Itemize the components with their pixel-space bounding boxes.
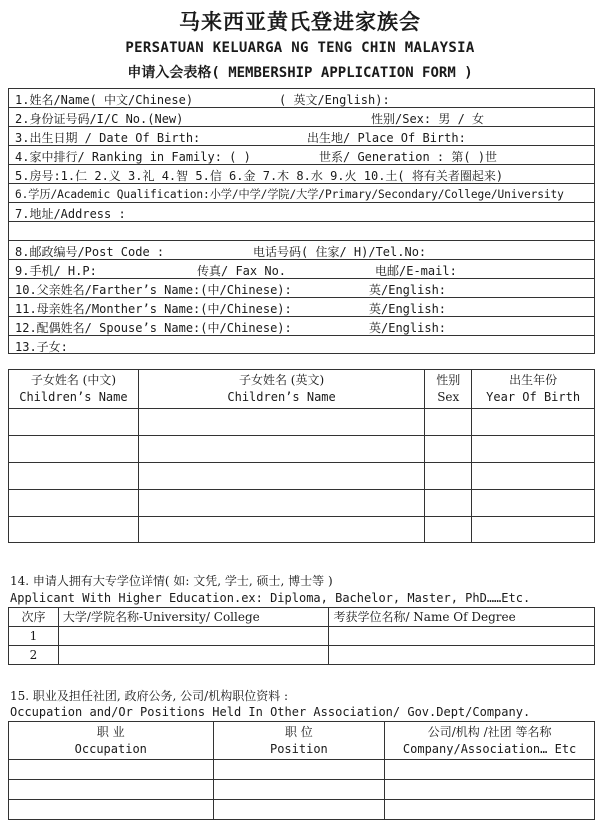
father-row[interactable] bbox=[9, 279, 594, 298]
company-header: 公司/机构 /社团 等名称 Company/Association… Etc bbox=[385, 722, 595, 760]
house-row[interactable] bbox=[9, 165, 594, 184]
telephone-label: 电话号码( 住家/ H)/Tel.No: bbox=[253, 245, 427, 259]
generation-label: 世系/ Generation : 第( )世 bbox=[319, 150, 498, 164]
occupation-heading-chinese: 15. 职业及担任社团, 政府公务, 公司/机构职位资料 : bbox=[10, 689, 289, 703]
address-row-1[interactable] bbox=[9, 203, 594, 222]
mother-english-label: 英/English: bbox=[369, 302, 447, 316]
children-header-row bbox=[9, 370, 595, 409]
degree-header: 考获学位名称/ Name Of Degree bbox=[329, 608, 595, 627]
position-header: 职 位 Position bbox=[213, 722, 385, 760]
education-table bbox=[8, 607, 595, 665]
sex-label: 性别/Sex: 男 / 女 bbox=[371, 112, 485, 126]
postcode-label: 8.邮政编号/Post Code : bbox=[15, 245, 165, 259]
education-row[interactable] bbox=[9, 646, 595, 665]
father-english-label: 英/English: bbox=[369, 283, 447, 297]
occupation-row[interactable] bbox=[9, 760, 595, 780]
occupation-row[interactable] bbox=[9, 780, 595, 800]
spouse-row[interactable] bbox=[9, 317, 594, 336]
children-name-english-header: 子女姓名 (英文) Children’s Name bbox=[138, 370, 424, 409]
form-title-application: 申请入会表格( MEMBERSHIP APPLICATION FORM ) bbox=[127, 65, 473, 81]
email-label: 电邮/E-mail: bbox=[375, 264, 457, 278]
education-heading-english: Applicant With Higher Education.ex: Diploma, Bachelor, Master, PhD……Etc. bbox=[10, 591, 531, 605]
address-label: 7.地址/Address : bbox=[15, 207, 126, 221]
contact-row[interactable] bbox=[9, 260, 594, 279]
mobile-label: 9.手机/ H.P: bbox=[15, 264, 97, 278]
children-row[interactable] bbox=[9, 436, 595, 463]
occupation-header-row bbox=[9, 722, 595, 760]
occupation-header: 职 业 Occupation bbox=[9, 722, 214, 760]
occupation-table bbox=[8, 721, 595, 820]
mother-name-label: 11.母亲姓名/Monther’s Name:(中/Chinese): bbox=[15, 302, 292, 316]
children-row[interactable] bbox=[9, 409, 595, 436]
education-row-number: 1 bbox=[9, 627, 59, 646]
name-label-chinese: 1.姓名/Name( 中文/Chinese) bbox=[15, 93, 194, 107]
children-heading-row bbox=[9, 336, 594, 355]
birth-row[interactable] bbox=[9, 127, 594, 146]
children-row[interactable] bbox=[9, 490, 595, 517]
spouse-english-label: 英/English: bbox=[369, 321, 447, 335]
name-row[interactable] bbox=[9, 89, 594, 108]
children-table bbox=[8, 369, 595, 543]
date-of-birth-label: 3.出生日期 / Date Of Birth: bbox=[15, 131, 201, 145]
children-label: 13.子女: bbox=[15, 340, 68, 354]
spouse-name-label: 12.配偶姓名/ Spouse’s Name:(中/Chinese): bbox=[15, 321, 292, 335]
children-row[interactable] bbox=[9, 517, 595, 543]
children-birth-year-header: 出生年份 Year Of Birth bbox=[472, 370, 595, 409]
place-of-birth-label: 出生地/ Place Of Birth: bbox=[307, 131, 466, 145]
family-ranking-label: 4.家中排行/ Ranking in Family: ( ) bbox=[15, 150, 251, 164]
house-number-label: 5.房号:1.仁 2.义 3.礼 4.智 5.信 6.金 7.木 8.水 9.火 10.土( 将有关者圈起来) bbox=[15, 169, 504, 183]
form-title-malay: PERSATUAN KELUARGA NG TENG CHIN MALAYSIA bbox=[125, 40, 475, 56]
education-header-row bbox=[9, 608, 595, 627]
father-name-label: 10.父亲姓名/Farther’s Name:(中/Chinese): bbox=[15, 283, 292, 297]
form-title-chinese: 马来西亚黄氏登进家族会 bbox=[179, 10, 421, 34]
education-row[interactable] bbox=[9, 184, 594, 203]
education-row[interactable] bbox=[9, 627, 595, 646]
personal-details-section bbox=[8, 88, 595, 354]
children-name-chinese-header: 子女姓名 (中文) Children’s Name bbox=[9, 370, 139, 409]
mother-row[interactable] bbox=[9, 298, 594, 317]
university-header: 大学/学院名称-University/ College bbox=[58, 608, 329, 627]
ranking-row[interactable] bbox=[9, 146, 594, 165]
education-heading-chinese: 14. 申请人拥有大专学位详情( 如: 文凭, 学士, 硕士, 博士等 ) bbox=[10, 574, 333, 588]
ic-number-label: 2.身份证号码/I/C No.(New) bbox=[15, 112, 184, 126]
name-label-english: ( 英文/English): bbox=[279, 93, 390, 107]
address-row-2[interactable] bbox=[9, 222, 594, 241]
academic-qualification-label: 6.学历/Academic Qualification:小学/中学/学院/大学/Primary/Secondary/College/University bbox=[15, 188, 564, 201]
education-row-number: 2 bbox=[9, 646, 59, 665]
children-sex-header: 性别 Sex bbox=[425, 370, 472, 409]
postcode-row[interactable] bbox=[9, 241, 594, 260]
children-row[interactable] bbox=[9, 463, 595, 490]
occupation-row[interactable] bbox=[9, 800, 595, 820]
order-header: 次序 bbox=[9, 608, 59, 627]
fax-label: 传真/ Fax No. bbox=[197, 264, 287, 278]
ic-sex-row[interactable] bbox=[9, 108, 594, 127]
occupation-heading-english: Occupation and/Or Positions Held In Other Association/ Gov.Dept/Company. bbox=[10, 705, 531, 719]
